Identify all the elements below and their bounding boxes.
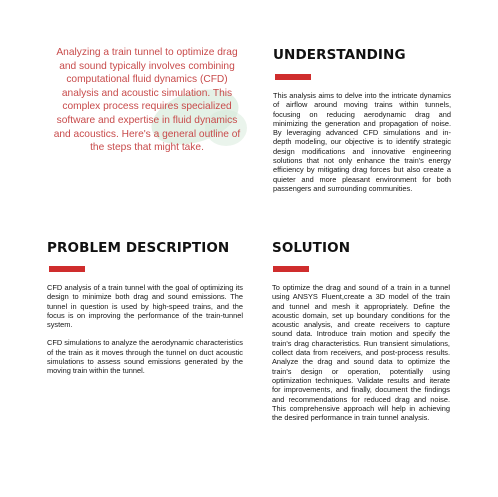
solution-heading: SOLUTION	[272, 240, 351, 256]
problem-description-accent-bar	[49, 266, 85, 272]
problem-description-paragraph: CFD analysis of a train tunnel with the goal of optimizing its design to minimize both drag and sound emissions. The tunnel in question is used by high-speed trains, and the focus is on improving the performance of the train-tunnel system.	[47, 283, 243, 330]
problem-description-paragraph: CFD simulations to analyze the aerodynamic characteristics of the train as it moves through the tunnel on duct acoustic simulations to assess sound emissions generated by the moving train within the tunnel.	[47, 338, 243, 376]
understanding-text: This analysis aims to delve into the intricate dynamics of airflow around moving trains within tunnels, focusing on reducing aerodynamic drag and minimizing the generation and propagation of noise. By leveraging advanced CFD simulations and in-depth modeling, our objective is to identify strategic design modifications and innovative engineering solutions that not only enhance the train's energy efficiency by mitigating drag forces but also create a quieter and more pleasant environment for both passengers and surrounding communities.	[273, 91, 451, 193]
understanding-heading: UNDERSTANDING	[273, 47, 406, 63]
problem-description-body	[47, 283, 243, 376]
solution-accent-bar	[273, 266, 309, 272]
solution-text: To optimize the drag and sound of a train in a tunnel using ANSYS Fluent,create a 3D model of the train and tunnel and mesh it appropriately. Define the acoustic domain, set up boundary conditions for the acoustic analysis, and create receivers to capture sound data. Introduce train motion and specify the train's drag characteristics. Run transient simulations, collect data from receivers, and post-process results. Analyze the drag and sound data to optimize the train's design or operation, potentially using optimization techniques. Validate results and iterate for improvements, and finally, document the findings and recommendations for reduced drag and noise. This comprehensive approach will help in achieving the desired performance in train tunnel analysis.	[272, 283, 450, 423]
intro-text: Analyzing a train tunnel to optimize drag and sound typically involves combining computational fluid dynamics (CFD) analysis and acoustic simulation. This complex process requires specialized software and expertise in fluid dynamics and acoustics. Here's a general outline of the steps that might take.	[53, 47, 241, 154]
understanding-accent-bar	[275, 74, 311, 80]
problem-description-heading: PROBLEM DESCRIPTION	[47, 240, 230, 256]
